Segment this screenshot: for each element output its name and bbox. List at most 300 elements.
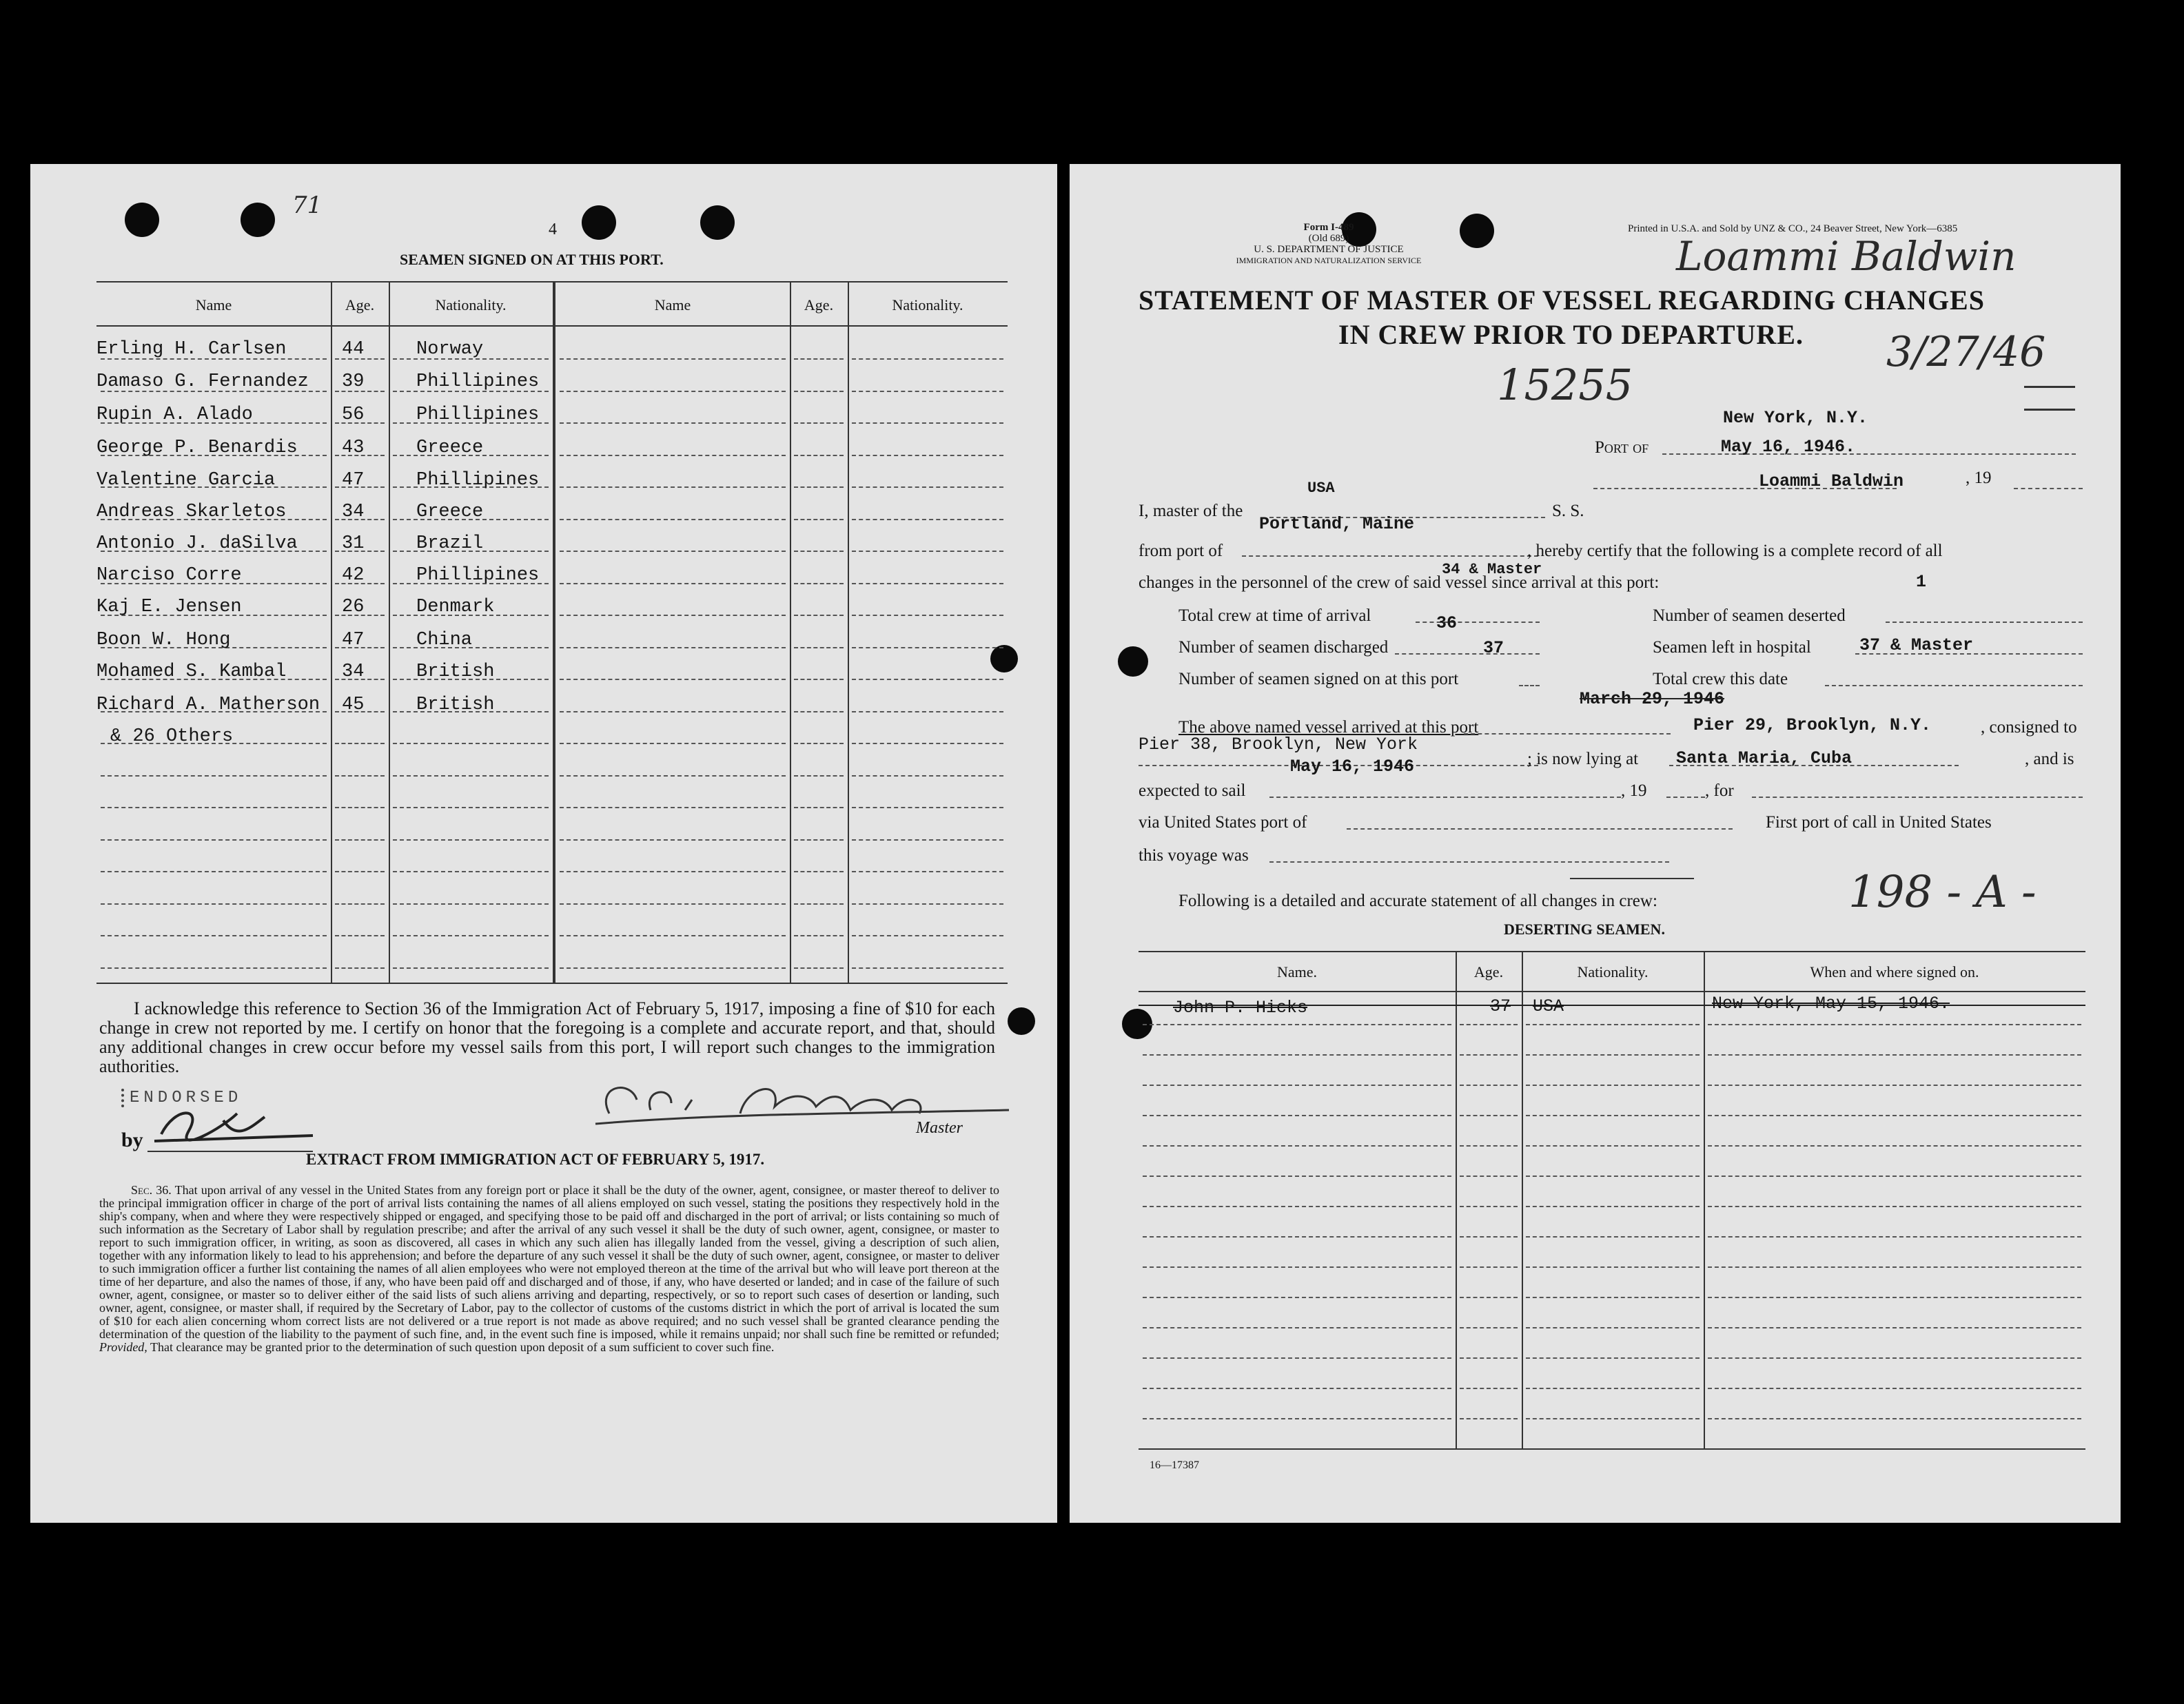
column-header: Nationality. bbox=[892, 296, 963, 314]
row-rule bbox=[1143, 1297, 1451, 1298]
table-rule bbox=[848, 281, 849, 983]
table-rule bbox=[1704, 951, 1705, 1448]
table-rule bbox=[389, 281, 390, 983]
fill-line bbox=[2014, 488, 2083, 489]
row-rule bbox=[1460, 1388, 1518, 1389]
column-header: Nationality. bbox=[1577, 963, 1649, 981]
row-rule bbox=[1526, 1085, 1700, 1086]
extract-provided: Provided, bbox=[99, 1340, 147, 1354]
deserter-age: 37 bbox=[1490, 996, 1511, 1016]
row-rule bbox=[1143, 1054, 1451, 1056]
row-rule bbox=[1143, 1176, 1451, 1177]
form-header bbox=[1232, 222, 1425, 266]
row-rule bbox=[794, 679, 844, 680]
crew-note: 34 & Master bbox=[1442, 561, 1542, 578]
form-number: Form I-489 bbox=[1303, 222, 1354, 233]
row-rule bbox=[1708, 1418, 2081, 1419]
row-rule bbox=[852, 358, 1003, 360]
row-rule bbox=[1708, 1024, 2081, 1025]
column-header: Age. bbox=[345, 296, 375, 314]
row-rule bbox=[1708, 1206, 2081, 1207]
row-rule bbox=[852, 807, 1003, 808]
row-rule bbox=[393, 775, 549, 777]
row-rule bbox=[852, 391, 1003, 392]
row-rule bbox=[1460, 1418, 1518, 1419]
seaman-name: Rupin A. Alado bbox=[96, 404, 253, 425]
seaman-age: 44 bbox=[342, 339, 365, 360]
column-header: Age. bbox=[804, 296, 834, 314]
row-rule bbox=[794, 391, 844, 392]
seaman-name: George P. Benardis bbox=[96, 438, 298, 458]
row-rule bbox=[393, 839, 549, 841]
fill-line bbox=[1347, 828, 1733, 830]
table-rule bbox=[1456, 951, 1457, 1448]
row-rule bbox=[560, 519, 786, 520]
row-rule bbox=[335, 871, 385, 872]
row-rule bbox=[560, 391, 786, 392]
row-rule bbox=[560, 583, 786, 584]
seaman-nationality: Phillipines bbox=[416, 404, 540, 425]
row-rule bbox=[1708, 1115, 2081, 1116]
fill-line bbox=[1666, 797, 1705, 798]
row-rule bbox=[794, 358, 844, 360]
seaman-nationality: Greece bbox=[416, 502, 484, 522]
row-rule bbox=[794, 647, 844, 648]
following-label: Following is a detailed and accurate statement of all changes in crew: bbox=[1178, 892, 1657, 910]
row-rule bbox=[852, 422, 1003, 424]
arrived-pier: Pier 38, Brooklyn, New York bbox=[1139, 735, 1418, 755]
seaman-nationality: Norway bbox=[416, 339, 484, 360]
seaman-nationality: Greece bbox=[416, 438, 484, 458]
seaman-age: 47 bbox=[342, 470, 365, 491]
row-rule bbox=[794, 583, 844, 584]
deserted-count: 1 bbox=[1916, 572, 1927, 592]
consigned-label: , consigned to bbox=[1981, 718, 2077, 737]
seamen-signed-title: SEAMEN SIGNED ON AT THIS PORT. bbox=[400, 251, 664, 268]
row-rule bbox=[335, 839, 385, 841]
row-rule bbox=[1143, 1024, 1451, 1025]
signed-date-value: March 29, 1946 bbox=[1580, 689, 1725, 709]
seaman-name: Kaj E. Jensen bbox=[96, 597, 242, 617]
row-rule bbox=[1708, 1357, 2081, 1359]
table-rule bbox=[790, 281, 791, 983]
row-rule bbox=[794, 711, 844, 712]
arrived-label: The above named vessel arrived at this port bbox=[1178, 718, 1479, 737]
row-rule bbox=[1460, 1206, 1518, 1207]
row-rule bbox=[1526, 1418, 1700, 1419]
table-rule bbox=[1139, 991, 2085, 992]
seaman-name: Andreas Skarletos bbox=[96, 502, 287, 522]
extract-title: EXTRACT FROM IMMIGRATION ACT OF FEBRUARY 5, 1917. bbox=[306, 1151, 765, 1168]
row-rule bbox=[560, 967, 786, 969]
seaman-nationality: Denmark bbox=[416, 597, 495, 617]
row-rule bbox=[1526, 1115, 1700, 1116]
row-rule bbox=[1708, 1388, 2081, 1389]
seaman-age: 26 bbox=[342, 597, 365, 617]
row-rule bbox=[560, 711, 786, 712]
first-call-label: First port of call in United States bbox=[1766, 813, 1992, 832]
row-rule bbox=[393, 935, 549, 936]
row-rule bbox=[1460, 1236, 1518, 1238]
row-rule bbox=[335, 807, 385, 808]
row-rule bbox=[1526, 1388, 1700, 1389]
column-header: When and where signed on. bbox=[1810, 963, 1979, 981]
discharged-label: Number of seamen discharged bbox=[1178, 638, 1389, 657]
row-rule bbox=[393, 743, 549, 744]
seaman-nationality: Phillipines bbox=[416, 371, 540, 392]
row-rule bbox=[560, 422, 786, 424]
row-rule bbox=[1526, 1266, 1700, 1268]
row-rule bbox=[560, 871, 786, 872]
seaman-age: 34 bbox=[342, 502, 365, 522]
table-rule bbox=[1139, 1448, 2085, 1450]
via-label: via United States port of bbox=[1139, 813, 1307, 832]
seaman-name: Boon W. Hong bbox=[96, 630, 231, 650]
ss-label: S. S. bbox=[1552, 502, 1584, 520]
row-rule bbox=[560, 551, 786, 552]
signature-line bbox=[147, 1151, 313, 1152]
table-rule bbox=[331, 281, 332, 983]
table-rule bbox=[96, 983, 1008, 984]
row-rule bbox=[794, 551, 844, 552]
and-is-label: , and is bbox=[2025, 750, 2074, 768]
row-rule bbox=[1460, 1054, 1518, 1056]
form-title-line2: IN CREW PRIOR TO DEPARTURE. bbox=[1338, 319, 1804, 350]
master-of-label: I, master of the bbox=[1139, 502, 1243, 520]
row-rule bbox=[101, 967, 327, 969]
form-old-number: (Old 689) bbox=[1308, 233, 1349, 244]
row-rule bbox=[335, 967, 385, 969]
arrived-date: May 16, 1946 bbox=[1290, 757, 1415, 777]
row-rule bbox=[1143, 1327, 1451, 1328]
extract-text bbox=[99, 1184, 999, 1354]
table-rule bbox=[96, 281, 1008, 283]
row-rule bbox=[1143, 1236, 1451, 1238]
row-rule bbox=[852, 486, 1003, 488]
service: IMMIGRATION AND NATURALIZATION SERVICE bbox=[1236, 256, 1422, 265]
seaman-name: Valentine Garcia bbox=[96, 470, 276, 491]
fill-line bbox=[1886, 622, 2083, 623]
seaman-age: 43 bbox=[342, 438, 365, 458]
for-label: , for bbox=[1705, 781, 1734, 800]
extract-section: Sec. 36. bbox=[131, 1183, 172, 1197]
row-rule bbox=[1143, 1115, 1451, 1116]
seaman-nationality: Phillipines bbox=[416, 470, 540, 491]
row-rule bbox=[101, 935, 327, 936]
seaman-name: Damaso G. Fernandez bbox=[96, 371, 309, 392]
fill-line bbox=[1416, 622, 1540, 623]
seaman-age: 31 bbox=[342, 533, 365, 554]
right-page bbox=[1070, 164, 2121, 1523]
punch-hole bbox=[1118, 646, 1148, 677]
row-rule bbox=[1460, 1297, 1518, 1298]
row-rule bbox=[1526, 1206, 1700, 1207]
row-rule bbox=[1708, 1327, 2081, 1328]
fill-line bbox=[1464, 733, 1671, 735]
deserter-name: John P. Hicks bbox=[1173, 998, 1308, 1018]
seaman-age: 47 bbox=[342, 630, 365, 650]
row-rule bbox=[335, 775, 385, 777]
row-rule bbox=[852, 967, 1003, 969]
row-rule bbox=[1708, 1266, 2081, 1268]
deserting-title: DESERTING SEAMEN. bbox=[1504, 921, 1665, 938]
seaman-nationality: Phillipines bbox=[416, 565, 540, 586]
punch-hole bbox=[990, 645, 1018, 673]
row-rule bbox=[560, 486, 786, 488]
row-rule bbox=[794, 775, 844, 777]
row-rule bbox=[794, 743, 844, 744]
lying-at: Santa Maria, Cuba bbox=[1676, 748, 1853, 768]
row-rule bbox=[852, 839, 1003, 841]
row-rule bbox=[794, 422, 844, 424]
row-rule bbox=[1143, 1418, 1451, 1419]
form-title-line1: STATEMENT OF MASTER OF VESSEL REGARDING CHANGES bbox=[1139, 285, 1985, 316]
row-rule bbox=[560, 935, 786, 936]
row-rule bbox=[794, 455, 844, 456]
port-date: May 16, 1946. bbox=[1721, 437, 1856, 457]
row-rule bbox=[1143, 1206, 1451, 1207]
seaman-age: 34 bbox=[342, 661, 365, 682]
row-rule bbox=[794, 615, 844, 616]
row-rule bbox=[794, 967, 844, 969]
row-rule bbox=[393, 903, 549, 905]
left-page bbox=[30, 164, 1057, 1523]
row-rule bbox=[335, 935, 385, 936]
seaman-nationality: British bbox=[416, 661, 495, 682]
row-rule bbox=[1143, 1085, 1451, 1086]
row-rule bbox=[393, 871, 549, 872]
row-rule bbox=[1708, 1236, 2081, 1238]
discharged: 37 bbox=[1483, 638, 1504, 658]
column-header: Name bbox=[654, 296, 691, 314]
row-rule bbox=[560, 839, 786, 841]
row-rule bbox=[852, 519, 1003, 520]
row-rule bbox=[393, 967, 549, 969]
row-rule bbox=[852, 871, 1003, 872]
row-rule bbox=[794, 871, 844, 872]
row-rule bbox=[852, 679, 1003, 680]
punch-hole bbox=[582, 205, 616, 240]
seaman-nationality: Brazil bbox=[416, 533, 484, 554]
row-rule bbox=[1708, 1085, 2081, 1086]
row-rule bbox=[794, 519, 844, 520]
voyage-label: this voyage was bbox=[1139, 846, 1249, 865]
row-rule bbox=[560, 615, 786, 616]
fill-line bbox=[1242, 555, 1538, 557]
row-rule bbox=[560, 775, 786, 777]
footer-code: 16—17387 bbox=[1150, 1459, 1199, 1471]
row-rule bbox=[1460, 1024, 1518, 1025]
total-date-label: Total crew this date bbox=[1653, 670, 1788, 688]
row-rule bbox=[1143, 1357, 1451, 1359]
column-header: Nationality. bbox=[435, 296, 507, 314]
expected-label: expected to sail bbox=[1139, 781, 1246, 800]
fill-line bbox=[1752, 797, 2083, 798]
row-rule bbox=[794, 807, 844, 808]
row-rule bbox=[852, 615, 1003, 616]
column-header: Name. bbox=[1276, 963, 1318, 981]
master-label: Master bbox=[916, 1119, 963, 1137]
lying-label: ; is now lying at bbox=[1527, 750, 1639, 768]
deserted-label: Number of seamen deserted bbox=[1653, 606, 1846, 625]
table-rule bbox=[1139, 951, 2085, 952]
row-rule bbox=[1460, 1145, 1518, 1147]
row-rule bbox=[1708, 1054, 2081, 1056]
row-rule bbox=[560, 647, 786, 648]
printer-credit: Printed in U.S.A. and Sold by UNZ & CO., 24 Beaver Street, New York—6385 bbox=[1628, 223, 1958, 234]
hospital-note: 37 & Master bbox=[1859, 635, 1974, 655]
handwritten-ship-name: Loammi Baldwin bbox=[1676, 233, 2017, 280]
row-rule bbox=[101, 871, 327, 872]
row-rule bbox=[560, 903, 786, 905]
hospital-label: Seamen left in hospital bbox=[1653, 638, 1811, 657]
port-of-label: Port of bbox=[1595, 438, 1649, 457]
row-rule bbox=[1143, 1388, 1451, 1389]
row-rule bbox=[1460, 1176, 1518, 1177]
punch-hole bbox=[1460, 214, 1494, 248]
row-rule bbox=[852, 775, 1003, 777]
stamp-by: by bbox=[121, 1129, 143, 1151]
seaman-name: Narciso Corre bbox=[96, 565, 242, 586]
row-rule bbox=[1526, 1176, 1700, 1177]
row-rule bbox=[1460, 1115, 1518, 1116]
row-rule bbox=[852, 455, 1003, 456]
fill-line bbox=[1269, 797, 1621, 798]
row-rule bbox=[393, 807, 549, 808]
row-rule bbox=[1526, 1297, 1700, 1298]
seaman-name: Antonio J. daSilva bbox=[96, 533, 298, 554]
punch-hole bbox=[241, 203, 275, 237]
seaman-age: 56 bbox=[342, 404, 365, 425]
row-rule bbox=[794, 935, 844, 936]
column-header: Name bbox=[195, 296, 232, 314]
extract-tail: That clearance may be granted prior to the determination of such question upon deposit of a sum sufficient to cover such fine. bbox=[150, 1340, 775, 1354]
row-rule bbox=[101, 839, 327, 841]
changes-text: changes in the personnel of the crew of said vessel since arrival at this port: bbox=[1139, 573, 1660, 592]
row-rule bbox=[1460, 1327, 1518, 1328]
row-rule bbox=[335, 743, 385, 744]
row-rule bbox=[794, 903, 844, 905]
handwritten-note: 71 bbox=[292, 192, 323, 219]
signed-date bbox=[1580, 689, 1724, 709]
row-rule bbox=[852, 551, 1003, 552]
fill-line bbox=[1593, 488, 1897, 489]
department: U. S. DEPARTMENT OF JUSTICE bbox=[1254, 244, 1404, 255]
row-rule bbox=[852, 935, 1003, 936]
row-rule bbox=[852, 743, 1003, 744]
table-rule bbox=[96, 325, 1008, 327]
punch-hole bbox=[1008, 1007, 1035, 1035]
seaman-age: 42 bbox=[342, 565, 365, 586]
row-rule bbox=[852, 583, 1003, 584]
endorsed-stamp: ENDORSED bbox=[121, 1089, 242, 1107]
fill-line bbox=[1269, 861, 1669, 863]
row-rule bbox=[560, 358, 786, 360]
row-rule bbox=[1526, 1054, 1700, 1056]
punch-hole bbox=[125, 203, 159, 237]
row-rule bbox=[101, 903, 327, 905]
table-rule bbox=[553, 281, 555, 983]
from-port bbox=[1259, 514, 1414, 534]
row-rule bbox=[852, 647, 1003, 648]
row-rule bbox=[794, 486, 844, 488]
certify-text: , hereby certify that the following is a complete record of all bbox=[1527, 542, 1943, 560]
row-rule bbox=[1526, 1236, 1700, 1238]
deserter-nationality: USA bbox=[1533, 996, 1564, 1016]
row-rule bbox=[560, 807, 786, 808]
row-rule bbox=[794, 839, 844, 841]
row-rule bbox=[1460, 1357, 1518, 1359]
row-rule bbox=[560, 455, 786, 456]
page-number: 4 bbox=[549, 220, 557, 238]
divider bbox=[1570, 878, 1694, 879]
row-rule bbox=[852, 711, 1003, 712]
total-arrival-label: Total crew at time of arrival bbox=[1178, 606, 1371, 625]
seaman-nationality: China bbox=[416, 630, 473, 650]
fill-line bbox=[1825, 685, 2083, 686]
initials-signature bbox=[147, 1100, 320, 1148]
port-city: New York, N.Y. bbox=[1723, 408, 1868, 428]
vessel-nationality: USA bbox=[1307, 480, 1335, 497]
signed-label: Number of seamen signed on at this port bbox=[1178, 670, 1459, 688]
punch-hole bbox=[700, 205, 735, 240]
row-rule bbox=[101, 775, 327, 777]
column-header: Age. bbox=[1473, 963, 1504, 981]
acknowledgement-text: I acknowledge this reference to Section 36 of the Immigration Act of February 5, 1917, imposing a fine of $10 for each change in crew not reported by me. I certify on honor that the foregoing is a complete and accurate report, and that, should any additional changes in crew occur before my vessel sails from this port, I will report such changes to the immigration authorities. bbox=[99, 998, 995, 1076]
underline-mark bbox=[2024, 386, 2075, 411]
row-rule bbox=[1526, 1024, 1700, 1025]
seaman-nationality: British bbox=[416, 695, 495, 715]
row-rule bbox=[1143, 1266, 1451, 1268]
row-rule bbox=[560, 743, 786, 744]
row-rule bbox=[1708, 1297, 2081, 1298]
expected-19: , 19 bbox=[1621, 781, 1647, 800]
row-rule bbox=[101, 807, 327, 808]
row-rule bbox=[1526, 1327, 1700, 1328]
row-rule bbox=[335, 903, 385, 905]
deserter-signed: New York, May 15, 1946. bbox=[1712, 994, 1950, 1014]
total-arrival: 36 bbox=[1436, 613, 1458, 633]
row-rule bbox=[852, 903, 1003, 905]
row-rule bbox=[1708, 1176, 2081, 1177]
row-rule bbox=[1526, 1145, 1700, 1147]
row-rule bbox=[1460, 1085, 1518, 1086]
from-port-value: Portland, Maine bbox=[1259, 514, 1415, 534]
from-port-label: from port of bbox=[1139, 542, 1223, 560]
table-rule bbox=[1522, 951, 1523, 1448]
seaman-name: Richard A. Matherson bbox=[96, 695, 320, 715]
row-rule bbox=[560, 679, 786, 680]
fill-line bbox=[1519, 685, 1540, 686]
seaman-name: Erling H. Carlsen bbox=[96, 339, 287, 360]
row-rule bbox=[1460, 1266, 1518, 1268]
handwritten-number: 15255 bbox=[1497, 360, 1633, 410]
handwritten-code: 198 - A - bbox=[1848, 867, 2037, 918]
seaman-name: Mohamed S. Kambal bbox=[96, 661, 287, 682]
row-rule bbox=[1526, 1357, 1700, 1359]
consigned-pier: Pier 29, Brooklyn, N.Y. bbox=[1693, 715, 1932, 735]
seaman-name: & 26 Others bbox=[110, 726, 234, 747]
row-rule bbox=[1143, 1145, 1451, 1147]
year-label: , 19 bbox=[1966, 469, 1992, 487]
fill-line bbox=[1395, 653, 1540, 655]
ship-name: Loammi Baldwin bbox=[1759, 471, 1904, 491]
seaman-age: 39 bbox=[342, 371, 365, 392]
handwritten-date: 3/27/46 bbox=[1886, 328, 2046, 376]
extract-body: That upon arrival of any vessel in the United States from any foreign port or place it shall be the duty of the owner, agent, consignee, or master thereof to deliver to the principal immigration officer in charge of the port of arrival lists containing the names of all aliens employed on such vessel, stating the positions they respectively hold in the ship's company, when and where they were respectively shipped or engaged, and specifying those to be paid off and discharged in the port of arrival; or lists containing so much of such information as the Secretary of Labor shall by regulation prescribe; and after the arrival of any such vessel it shall be the duty of such owner, agent, consignee, or master to report to such immigration officer, in writing, as soon as discovered, all cases in which any such alien has illegally landed from the vessel, giving a description of such alien, together with any information likely to lead to his apprehension; and before the departure of any such vessel it shall be the duty of such owner, agent, consignee, or master to deliver to such immigration officer a further list containing the names of all alien employees who were not employed thereon at the time of the arrival but who will leave port thereon at the time of her departure, and also the names of those, if any, who have been paid off and discharged and of those, if any, who have deserted or landed; and in case of the failure of such owner, agent, consignee, or master so to deliver either of the said lists of such aliens arriving and departing, respectively, or so to report such cases of desertion or landing, such owner, agent, consignee, or master shall, if required by the Secretary of Labor, pay to the collector of customs of the customs district in which the port of arrival is located the sum of $10 for each alien concerning whom correct lists are not delivered or a true report is not made as above required; and no such vessel shall be granted clearance pending the determination of the question of the liability to the payment of such fine, and, in the event such fine is imposed, while it remains unpaid; nor shall such fine be remitted or refunded; bbox=[99, 1183, 1000, 1341]
seaman-age: 45 bbox=[342, 695, 365, 715]
row-rule bbox=[1708, 1145, 2081, 1147]
